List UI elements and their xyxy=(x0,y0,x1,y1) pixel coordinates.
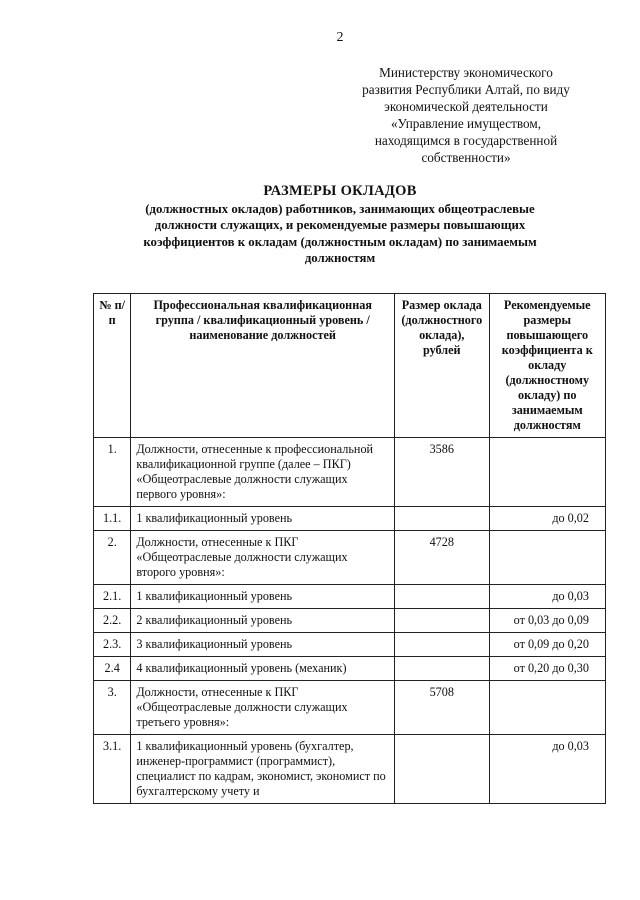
title-line: коэффициентов к окладам (должностным окладам) по занимаемым xyxy=(143,234,537,249)
row-salary xyxy=(395,507,489,531)
row-coef xyxy=(489,531,605,585)
header-coef: Рекомендуемые размеры повышающего коэффициента к окладу (должностному окладу) по занимаемым должностям xyxy=(489,294,605,438)
row-name: 3 квалификационный уровень xyxy=(131,633,395,657)
table-row xyxy=(94,507,606,531)
row-salary: 3586 xyxy=(395,438,489,507)
row-name: Должности, отнесенные к профессиональной квалификационной группе (далее – ПКГ) «Общеотраслевые должности служащих первого уровня»: xyxy=(131,438,395,507)
table-row xyxy=(94,609,606,633)
row-coef: до 0,03 xyxy=(489,585,605,609)
row-salary: 4728 xyxy=(395,531,489,585)
salary-table xyxy=(93,293,606,804)
addressee-line: Министерству экономического xyxy=(379,65,553,80)
row-num: 2.1. xyxy=(94,585,131,609)
row-name: 1 квалификационный уровень (бухгалтер, инженер-программист (программист), специалист по кадрам, экономист, экономист по бухгалтерскому учету и xyxy=(131,735,395,804)
row-num: 2. xyxy=(94,531,131,585)
row-salary xyxy=(395,735,489,804)
table-row xyxy=(94,735,606,804)
row-num: 3.1. xyxy=(94,735,131,804)
addressee-line: экономической деятельности xyxy=(384,99,548,114)
row-num: 2.2. xyxy=(94,609,131,633)
row-salary xyxy=(395,585,489,609)
row-num: 3. xyxy=(94,681,131,735)
title-line: (должностных окладов) работников, занимающих общеотраслевые xyxy=(145,201,535,216)
page-number: 2 xyxy=(336,30,344,45)
addressee-line: «Управление имуществом, xyxy=(390,116,542,131)
table-row xyxy=(94,585,606,609)
row-salary xyxy=(395,633,489,657)
row-coef xyxy=(489,438,605,507)
table-row xyxy=(94,438,606,507)
header-salary: Размер оклада (должностного оклада), рублей xyxy=(395,294,489,438)
row-num: 1.1. xyxy=(94,507,131,531)
row-salary xyxy=(395,609,489,633)
table-row xyxy=(94,633,606,657)
row-salary: 5708 xyxy=(395,681,489,735)
row-coef: до 0,03 xyxy=(489,735,605,804)
table-row xyxy=(94,681,606,735)
row-coef: от 0,03 до 0,09 xyxy=(489,609,605,633)
document-title xyxy=(80,183,600,267)
row-coef: от 0,09 до 0,20 xyxy=(489,633,605,657)
row-num: 2.3. xyxy=(94,633,131,657)
row-name: 4 квалификационный уровень (механик) xyxy=(131,657,395,681)
row-name: 1 квалификационный уровень xyxy=(131,585,395,609)
row-num: 2.4 xyxy=(94,657,131,681)
row-name: Должности, отнесенные к ПКГ «Общеотраслевые должности служащих второго уровня»: xyxy=(131,531,395,585)
addressee-line: находящимся в государственной xyxy=(374,133,558,148)
row-name: Должности, отнесенные к ПКГ «Общеотраслевые должности служащих третьего уровня»: xyxy=(131,681,395,735)
table-row xyxy=(94,657,606,681)
table-row xyxy=(94,531,606,585)
row-name: 1 квалификационный уровень xyxy=(131,507,395,531)
row-coef: от 0,20 до 0,30 xyxy=(489,657,605,681)
row-coef xyxy=(489,681,605,735)
header-num: № п/п xyxy=(94,294,131,438)
title-main: РАЗМЕРЫ ОКЛАДОВ xyxy=(263,183,417,199)
row-num: 1. xyxy=(94,438,131,507)
addressee-line: собственности» xyxy=(421,150,511,165)
row-coef: до 0,02 xyxy=(489,507,605,531)
header-name: Профессиональная квалификационная группа / квалификационный уровень / наименование должностей xyxy=(131,294,395,438)
addressee-line: развития Республики Алтай, по виду xyxy=(362,82,570,97)
row-salary xyxy=(395,657,489,681)
addressee-block xyxy=(332,64,600,166)
title-line: должностям xyxy=(304,251,376,265)
row-name: 2 квалификационный уровень xyxy=(131,609,395,633)
table-header-row xyxy=(94,294,606,438)
title-line: должности служащих, и рекомендуемые размеры повышающих xyxy=(154,218,526,232)
